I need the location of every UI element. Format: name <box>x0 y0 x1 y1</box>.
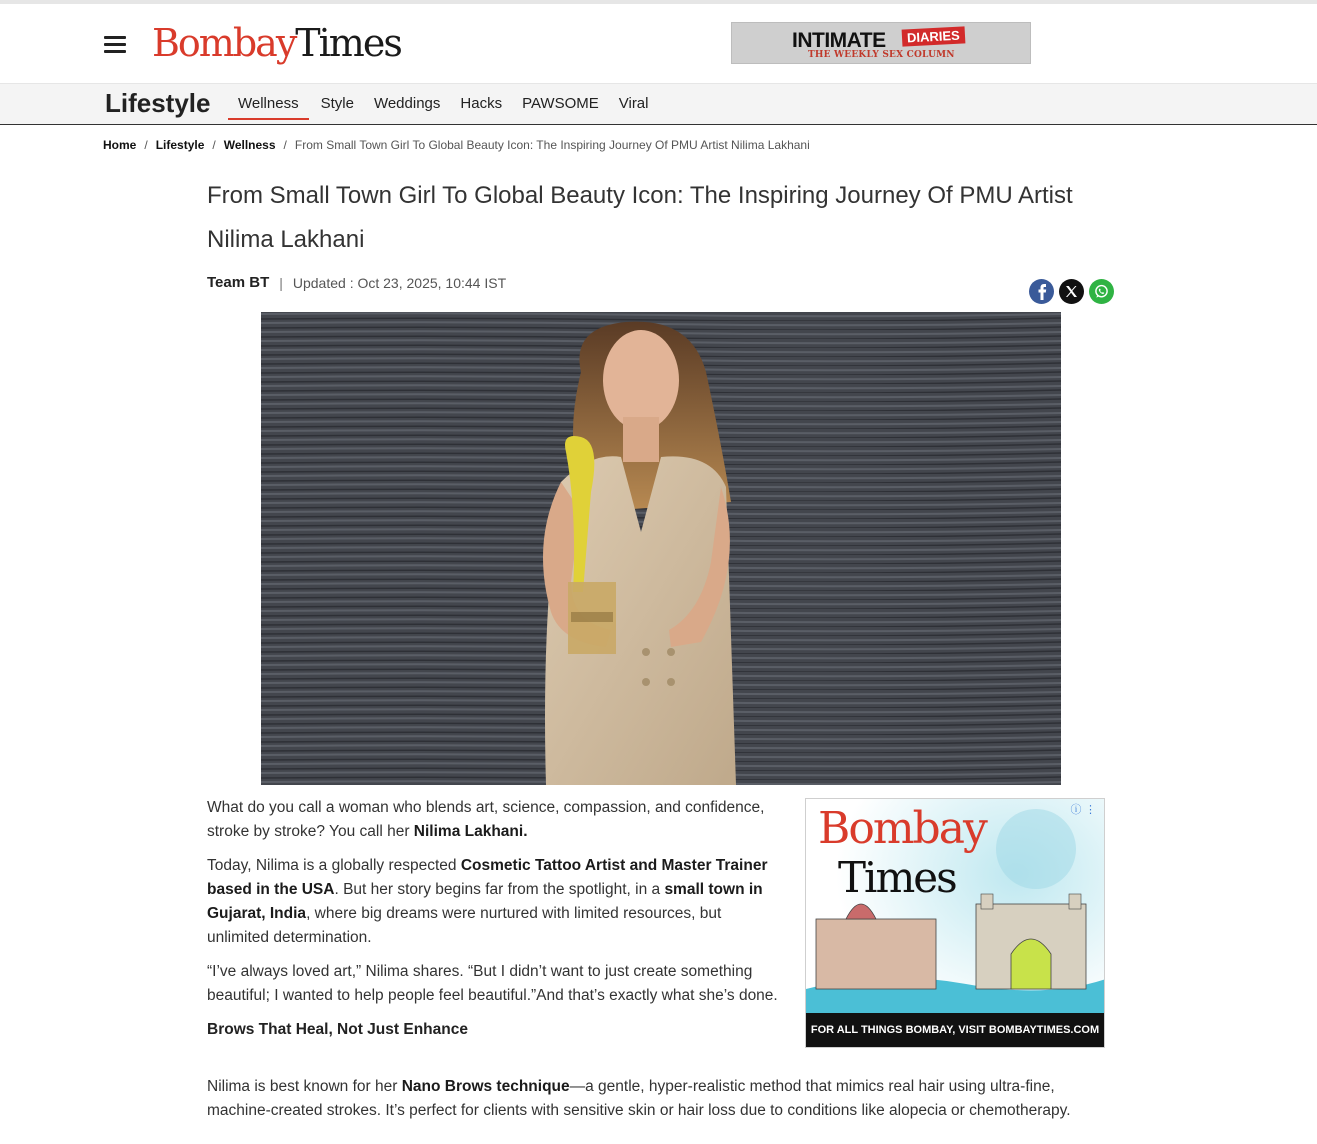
nav-item-viral[interactable]: Viral <box>618 95 649 112</box>
article-byline <box>207 274 506 291</box>
nav-item-hacks[interactable]: Hacks <box>460 95 503 112</box>
breadcrumb-wellness[interactable]: Wellness <box>223 138 276 152</box>
section-nav-items <box>228 84 669 124</box>
x-icon[interactable] <box>1059 279 1084 304</box>
breadcrumb-lifestyle[interactable]: Lifestyle <box>155 138 205 152</box>
nav-item-pawsome[interactable]: PAWSOME <box>522 95 599 112</box>
sidebar-ad[interactable] <box>805 798 1105 1048</box>
site-header <box>0 4 1317 83</box>
article-hero-image <box>261 312 1061 785</box>
logo-times: Times <box>295 21 401 65</box>
breadcrumb-current: From Small Town Girl To Global Beauty Icon: The Inspiring Journey Of PMU Artist Nilima Lakhani <box>294 138 810 152</box>
article-author[interactable]: Team BT <box>207 274 270 291</box>
whatsapp-icon[interactable] <box>1089 279 1114 304</box>
breadcrumb-home[interactable]: Home <box>103 138 137 152</box>
ad-banner-subtitle: THE WEEKLY SEX COLUMN <box>808 50 955 60</box>
ad-banner-tag: DIARIES <box>902 26 966 46</box>
article-paragraph: What do you call a woman who blends art, science, compassion, and confidence, stroke by stroke? You call her Nilima Lakhani. <box>207 799 765 840</box>
article-paragraph-full: Nilima is best known for her Nano Brows technique—a gentle, hyper-realistic method that mimics real hair using ultra-fine, machine-created strokes. It’s perfect for clients with sensitive skin or hair loss due to conditions like alopecia or chemotherapy. <box>207 1078 1071 1119</box>
share-buttons <box>1029 279 1119 304</box>
byline-separator: | <box>279 274 283 291</box>
ad-footer-text: FOR ALL THINGS BOMBAY, VISIT BOMBAYTIMES.COM <box>806 1013 1104 1047</box>
article-updated-date: Updated : Oct 23, 2025, 10:44 IST <box>292 274 507 291</box>
header-ad-banner[interactable] <box>731 22 1031 64</box>
breadcrumb-separator: / <box>283 138 287 152</box>
section-title[interactable]: Lifestyle <box>105 88 211 118</box>
logo-bombay: Bombay <box>152 21 296 65</box>
breadcrumb-separator: / <box>212 138 216 152</box>
breadcrumb-separator: / <box>144 138 148 152</box>
article-body <box>207 796 787 1052</box>
ad-logo-bombay: Bombay <box>818 803 986 854</box>
article-paragraph: Today, Nilima is a globally respected Cosmetic Tattoo Artist and Master Trainer based in the USA. But her story begins far from the spotlight, in a small town in Gujarat, India, where big dreams were nurtured with limited resources, but unlimited determination. <box>207 857 768 946</box>
article-paragraph: “I’ve always loved art,” Nilima shares. “But I didn’t want to just create something beautiful; I wanted to help people feel beautiful.”And that’s exactly what she’s done. <box>207 963 778 1004</box>
breadcrumb <box>103 138 810 152</box>
hamburger-menu-icon[interactable] <box>104 36 126 52</box>
nav-item-wellness[interactable]: Wellness <box>228 84 309 124</box>
nav-item-weddings[interactable]: Weddings <box>373 95 441 112</box>
nav-item-style[interactable]: Style <box>320 95 354 112</box>
section-nav <box>0 83 1317 125</box>
article-title: From Small Town Girl To Global Beauty Icon: The Inspiring Journey Of PMU Artist Nilima Lakhani <box>207 182 1073 253</box>
ad-logo-times: Times <box>838 853 956 902</box>
ad-banner-title: INTIMATE <box>792 29 886 52</box>
site-logo[interactable] <box>152 18 401 68</box>
ad-info-icon[interactable]: ⓘ ⋮ <box>1070 803 1096 816</box>
facebook-icon[interactable] <box>1029 279 1054 304</box>
article-subheading: Brows That Heal, Not Just Enhance <box>207 1021 468 1038</box>
